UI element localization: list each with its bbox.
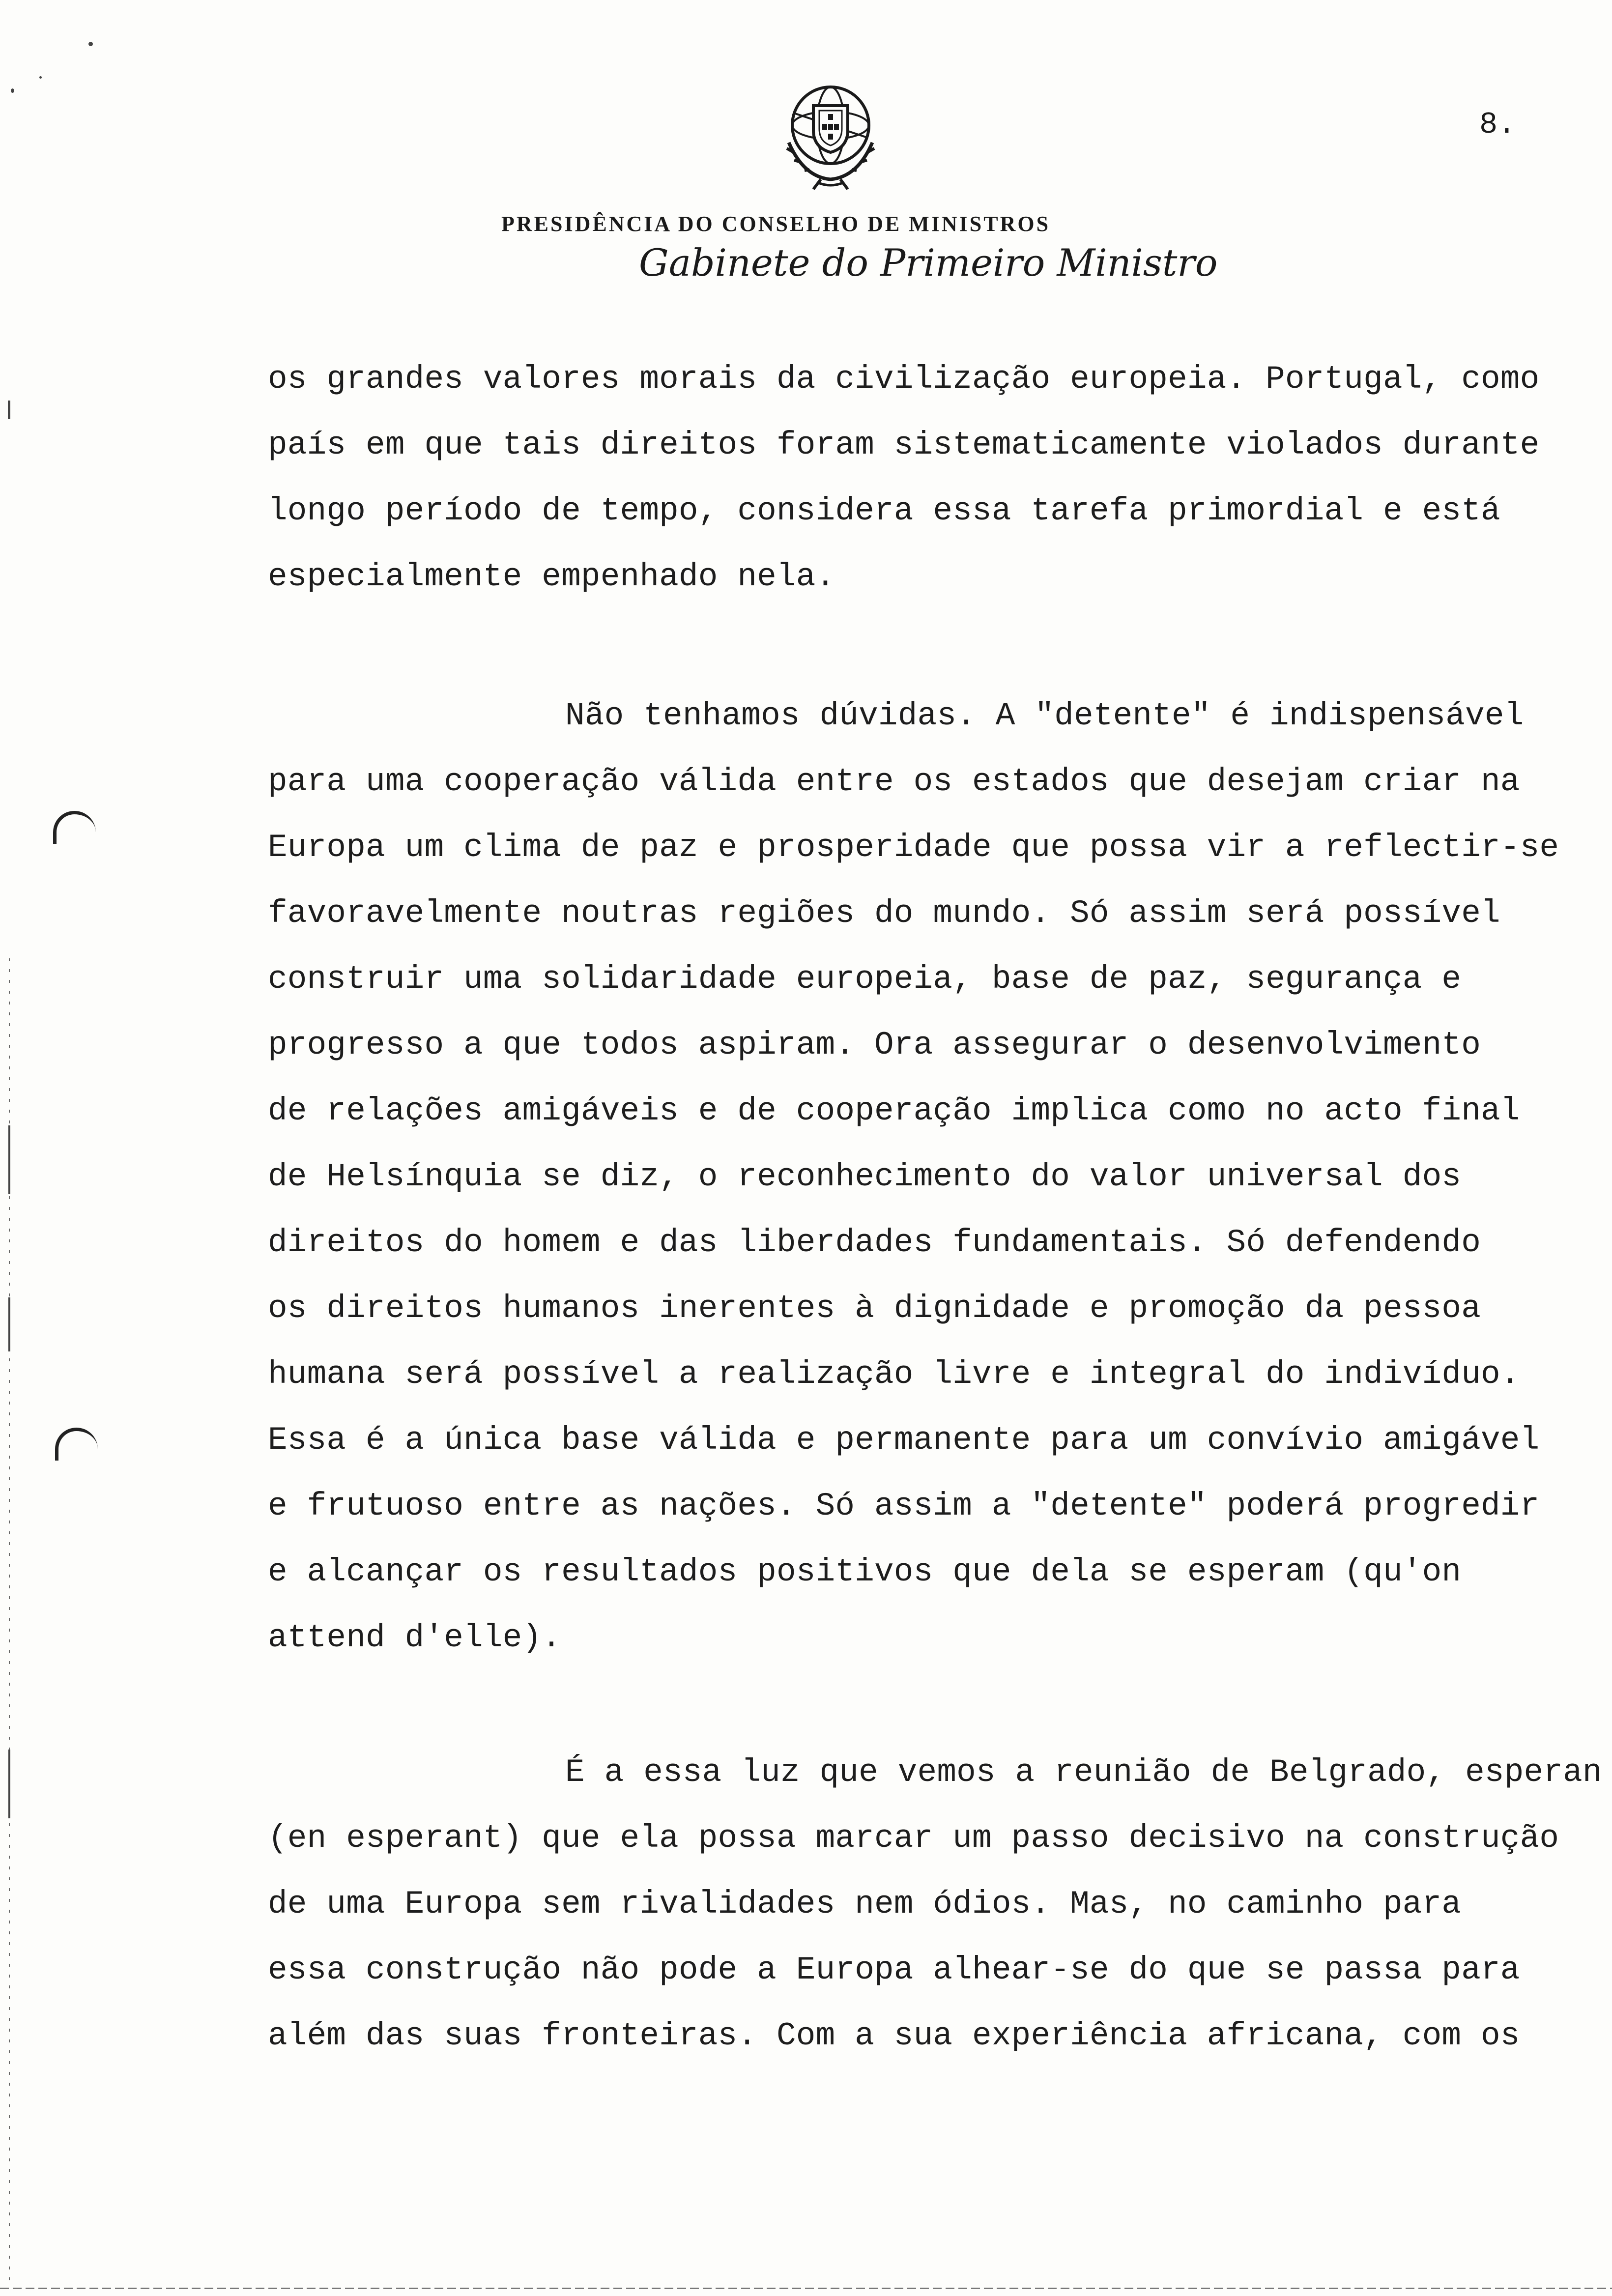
text-line: direitos do homem e das liberdades fundamentais. Só defendendo (268, 1224, 1481, 1261)
text-line: e alcançar os resultados positivos que dela se esperam (qu'on (268, 1553, 1462, 1590)
margin-tick (8, 1750, 10, 1818)
text-line: país em que tais direitos foram sistematicamente violados durante (268, 427, 1540, 463)
text-line: os direitos humanos inerentes à dignidade e promoção da pessoa (268, 1290, 1481, 1327)
margin-tick (8, 1297, 10, 1351)
hole-punch-mark (53, 811, 96, 844)
text-line: além das suas fronteiras. Com a sua experiência africana, com os (268, 2017, 1520, 2054)
text-line: (en esperant) que ela possa marcar um passo decisivo na construção (268, 1820, 1559, 1857)
text-line: humana será possível a realização livre e integral do indivíduo. (268, 1356, 1520, 1393)
text-line: os grandes valores morais da civilização europeia. Portugal, como (268, 361, 1540, 398)
page-number: 8. (1479, 107, 1516, 142)
page-bottom-edge (0, 2288, 1612, 2289)
text-line: favoravelmente noutras regiões do mundo. Só assim será possível (268, 895, 1500, 932)
margin-tick (8, 401, 10, 419)
text-line: especialmente empenhado nela. (268, 558, 835, 595)
text-line: Essa é a única base válida e permanente para um convívio amigável (268, 1422, 1540, 1459)
margin-dot (88, 42, 93, 46)
paragraph-1 (268, 346, 1585, 610)
margin-tick (8, 1125, 10, 1194)
text-line: de relações amigáveis e de cooperação implica como no acto final (268, 1092, 1520, 1129)
text-line: essa construção não pode a Europa alhear-se do que se passa para (268, 1952, 1520, 1988)
hole-punch-mark (55, 1428, 98, 1461)
text-line: construir uma solidaridade europeia, base de paz, segurança e (268, 961, 1462, 998)
margin-dot (11, 88, 14, 93)
paragraph-2 (268, 683, 1585, 1671)
text-line: Não tenhamos dúvidas. A "detente" é indispensável (565, 697, 1524, 734)
paragraph-3 (268, 1740, 1602, 2069)
letterhead-subtitle: Gabinete do Primeiro Ministro (639, 241, 1218, 285)
text-line: progresso a que todos aspiram. Ora assegurar o desenvolvimento (268, 1027, 1481, 1063)
text-line: de Helsínquia se diz, o reconhecimento do valor universal dos (268, 1158, 1462, 1195)
text-line: attend d'elle). (268, 1619, 562, 1656)
text-line: de uma Europa sem rivalidades nem ódios. Mas, no caminho para (268, 1886, 1462, 1923)
text-line: para uma cooperação válida entre os estados que desejam criar na (268, 763, 1520, 800)
margin-dot (39, 76, 42, 79)
text-line: Europa um clima de paz e prosperidade que possa vir a reflectir-se (268, 829, 1559, 866)
text-line: longo período de tempo, considera essa tarefa primordial e está (268, 492, 1500, 529)
coat-of-arms-icon (774, 79, 887, 192)
letterhead-title: PRESIDÊNCIA DO CONSELHO DE MINISTROS (501, 212, 1051, 236)
text-line: É a essa luz que vemos a reunião de Belgrado, esperan (565, 1754, 1602, 1791)
text-line: e frutuoso entre as nações. Só assim a "detente" poderá progredir (268, 1488, 1540, 1524)
